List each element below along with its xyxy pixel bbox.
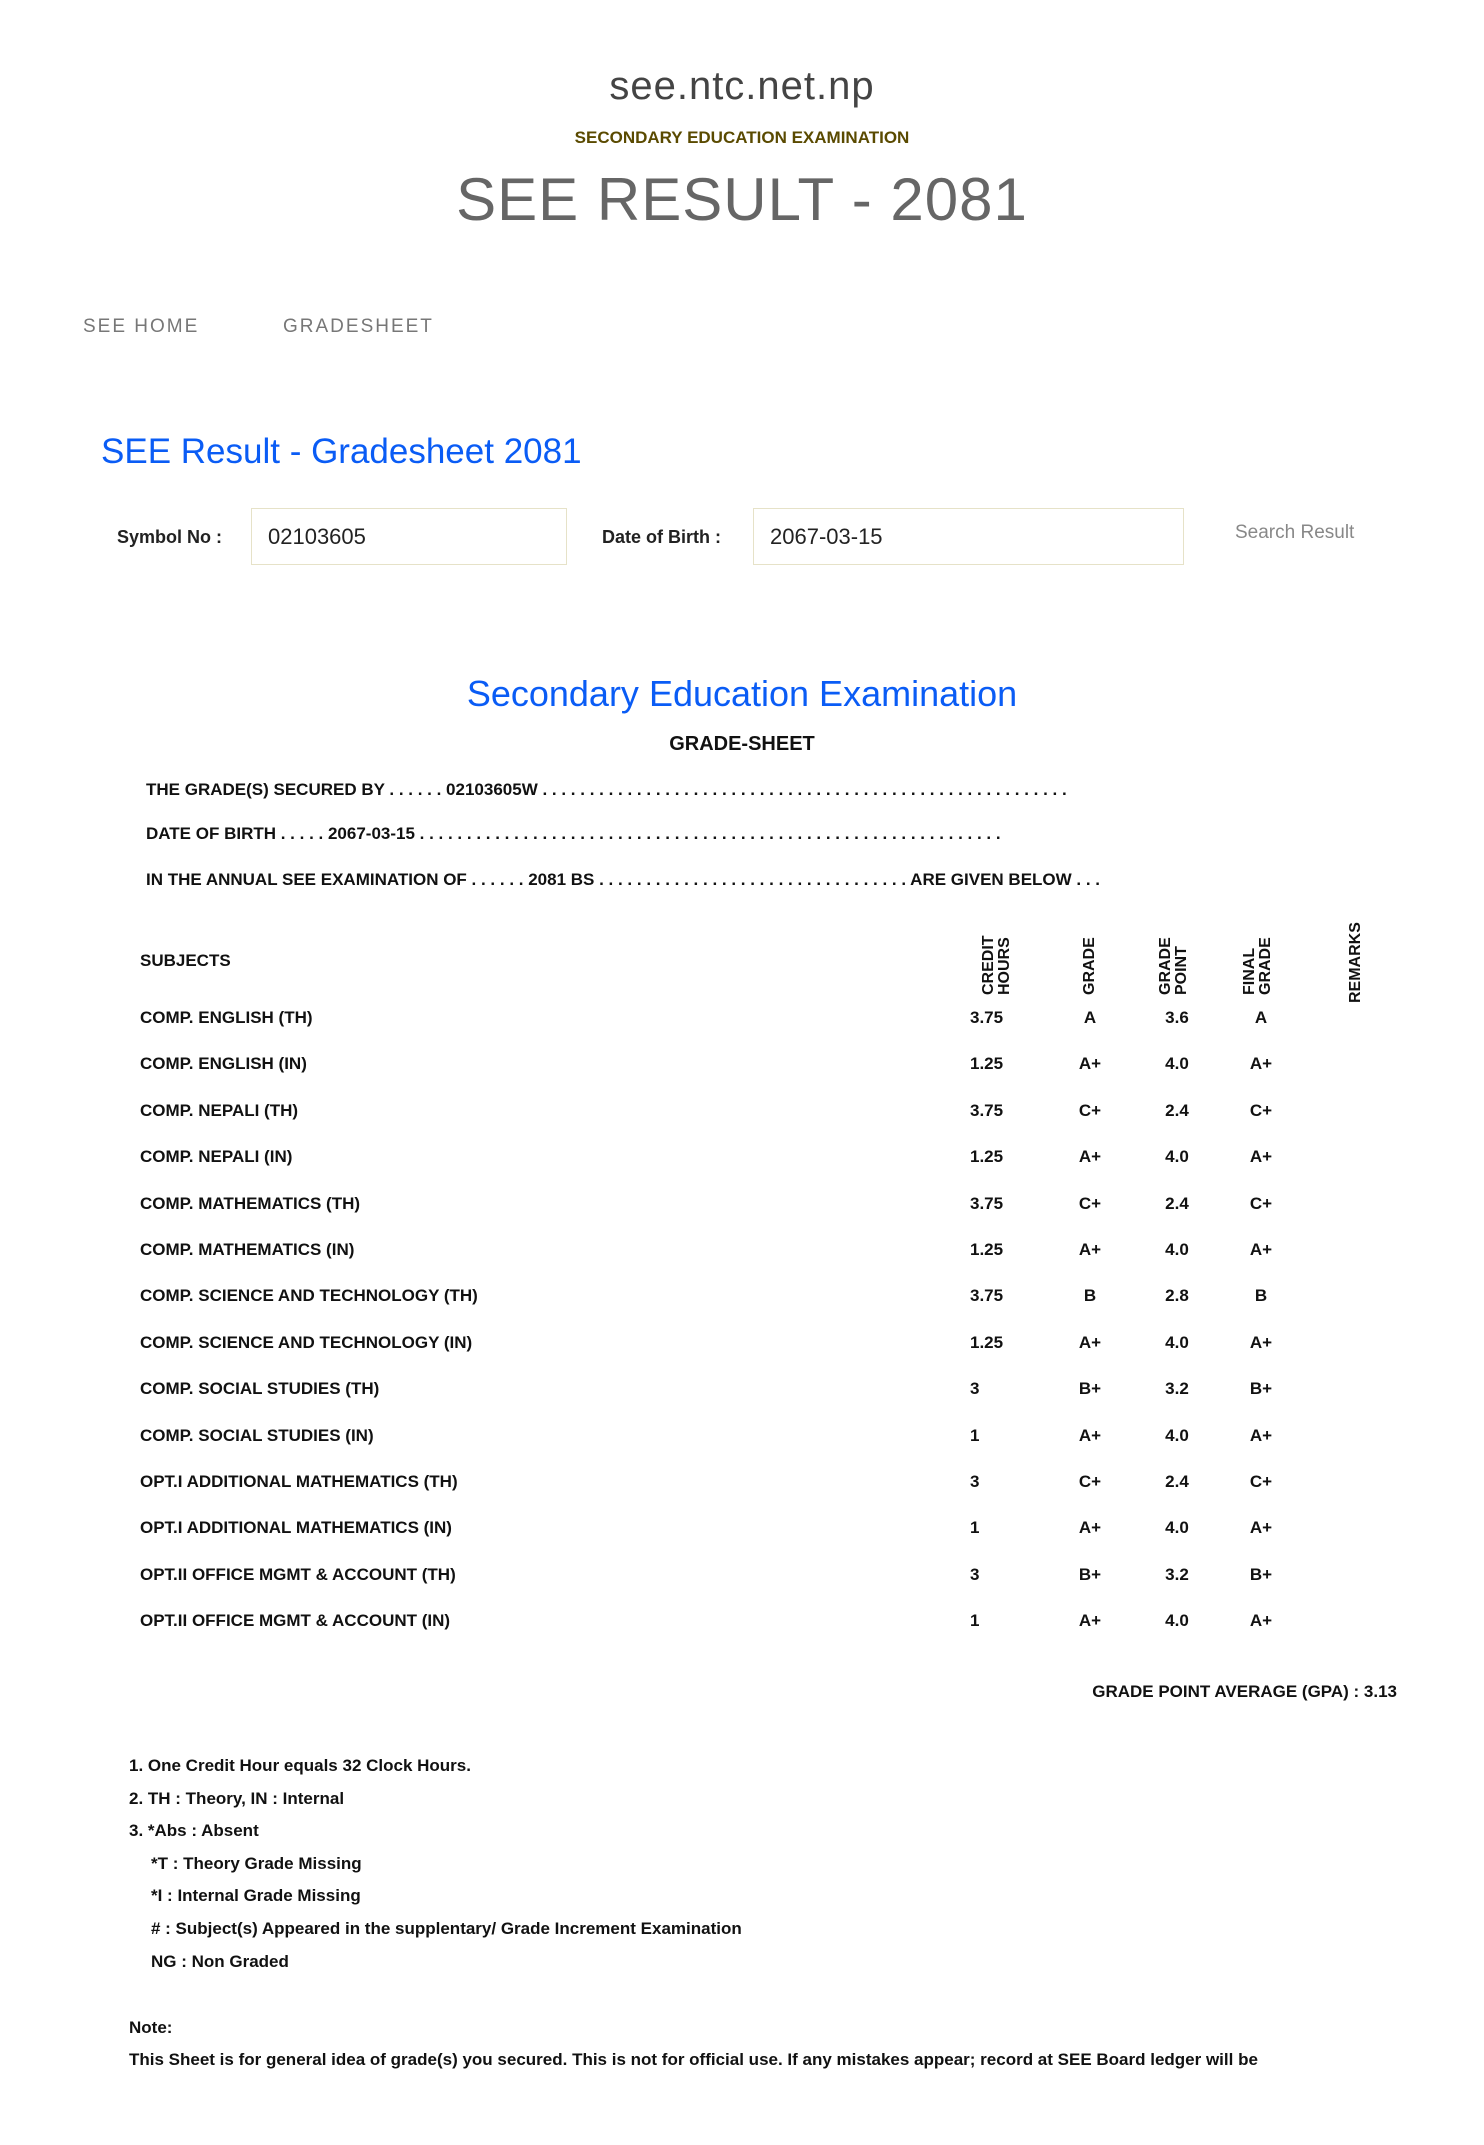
secured-by-line: THE GRADE(S) SECURED BY . . . . . . 02103605W . . . . . . . . . . . . . . . . . . . . . . . . . . . . . . . . . . . . . . . . . . . . . . . . . . . . . . . . [146, 780, 1067, 799]
credit-hours-cell: 1.25 [970, 1147, 1004, 1167]
grade-cell: A+ [1078, 1518, 1102, 1538]
final-grade-cell: B [1254, 1286, 1268, 1306]
subject-cell: COMP. SOCIAL STUDIES (TH) [140, 1379, 380, 1399]
symbol-label: Symbol No : [117, 527, 223, 547]
credit-hours-cell: 3 [970, 1472, 980, 1491]
grade-cell: B+ [1078, 1379, 1102, 1399]
credit-hours-cell: 3.75 [970, 1286, 1004, 1306]
grade-point-cell: 3.6 [1165, 1008, 1189, 1027]
note-item: *T : Theory Grade Missing [151, 1853, 362, 1873]
grade-cell: C+ [1078, 1472, 1102, 1491]
grade-cell: A+ [1078, 1054, 1102, 1074]
subject-cell: COMP. NEPALI (IN) [140, 1147, 293, 1167]
symbol-input[interactable]: 02103605 [251, 508, 567, 565]
final-grade-cell: A+ [1249, 1240, 1273, 1259]
credit-hours-cell: 3.75 [970, 1008, 1004, 1027]
note-item: NG : Non Graded [151, 1951, 289, 1971]
grade-cell: C+ [1078, 1193, 1102, 1213]
subject-cell: COMP. SCIENCE AND TECHNOLOGY (IN) [140, 1332, 473, 1352]
note-text: This Sheet is for general idea of grade(s) you secured. This is not for official use. If any mistakes appear; record at SEE Board ledger will be [129, 2050, 1258, 2069]
final-grade-cell: B+ [1249, 1564, 1273, 1584]
grade-cell: B [1083, 1286, 1097, 1306]
subject-cell: OPT.I ADDITIONAL MATHEMATICS (TH) [140, 1472, 458, 1491]
subject-cell: COMP. SCIENCE AND TECHNOLOGY (TH) [140, 1286, 478, 1306]
final-grade-cell: A [1254, 1008, 1268, 1027]
search-result-button[interactable]: Search Result [1235, 522, 1355, 543]
final-grade-cell: A+ [1249, 1518, 1273, 1538]
grade-point-cell: 4.0 [1165, 1611, 1189, 1631]
grade-point-cell: 4.0 [1165, 1425, 1189, 1445]
note-item: 1. One Credit Hour equals 32 Clock Hours. [129, 1756, 471, 1775]
credit-hours-cell: 1 [970, 1518, 980, 1538]
grade-cell: A+ [1078, 1332, 1102, 1352]
final-grade-cell: C+ [1249, 1472, 1273, 1491]
note-item: 3. *Abs : Absent [129, 1821, 259, 1841]
grade-point-cell: 4.0 [1165, 1332, 1189, 1352]
credit-hours-cell: 3.75 [970, 1100, 1004, 1120]
nav-see-home[interactable]: SEE HOME [83, 316, 200, 337]
final-grade-cell: A+ [1249, 1054, 1273, 1074]
note-label: Note: [129, 2018, 173, 2037]
grade-point-cell: 4.0 [1165, 1240, 1189, 1259]
credit-hours-cell: 1 [970, 1611, 980, 1631]
subject-cell: COMP. MATHEMATICS (IN) [140, 1240, 355, 1259]
final-grade-cell: A+ [1249, 1425, 1273, 1445]
final-grade-cell: C+ [1249, 1100, 1273, 1120]
final-grade-cell: A+ [1249, 1332, 1273, 1352]
subject-cell: COMP. ENGLISH (TH) [140, 1008, 313, 1027]
col-credit-hours: CREDIT HOURS [980, 935, 1013, 995]
subject-cell: COMP. ENGLISH (IN) [140, 1054, 307, 1074]
subject-cell: OPT.II OFFICE MGMT & ACCOUNT (TH) [140, 1564, 456, 1584]
subject-cell: OPT.II OFFICE MGMT & ACCOUNT (IN) [140, 1611, 451, 1631]
grade-point-cell: 3.2 [1165, 1564, 1189, 1584]
final-grade-cell: A+ [1249, 1147, 1273, 1167]
col-subjects: SUBJECTS [140, 951, 231, 970]
final-grade-cell: C+ [1249, 1193, 1273, 1213]
credit-hours-cell: 3 [970, 1564, 980, 1584]
credit-hours-cell: 1.25 [970, 1332, 1004, 1352]
subject-cell: COMP. NEPALI (TH) [140, 1100, 299, 1120]
grade-cell: A+ [1078, 1240, 1102, 1259]
site-subtitle: SECONDARY EDUCATION EXAMINATION [574, 128, 910, 147]
credit-hours-cell: 1.25 [970, 1054, 1004, 1074]
grade-cell: A+ [1078, 1611, 1102, 1631]
grade-point-cell: 3.2 [1165, 1379, 1189, 1399]
credit-hours-cell: 1 [970, 1425, 980, 1445]
col-grade-point: GRADE POINT [1157, 937, 1190, 995]
dob-label: Date of Birth : [602, 527, 721, 547]
gradesheet-title: Secondary Education Examination [466, 673, 1018, 714]
note-item: # : Subject(s) Appeared in the supplentary/ Grade Increment Examination [151, 1919, 742, 1938]
dob-input[interactable]: 2067-03-15 [753, 508, 1184, 565]
site-name: see.ntc.net.np [609, 64, 875, 108]
col-final-grade: FINAL GRADE [1241, 937, 1274, 995]
grade-cell: A+ [1078, 1147, 1102, 1167]
grade-point-cell: 2.4 [1165, 1100, 1189, 1120]
nav-gradesheet[interactable]: GRADESHEET [283, 316, 434, 337]
grade-cell: A+ [1078, 1425, 1102, 1445]
subject-cell: OPT.I ADDITIONAL MATHEMATICS (IN) [140, 1518, 452, 1538]
credit-hours-cell: 3.75 [970, 1193, 1004, 1213]
final-grade-cell: B+ [1249, 1379, 1273, 1399]
grade-point-cell: 2.8 [1165, 1286, 1189, 1306]
note-item: 2. TH : Theory, IN : Internal [129, 1788, 345, 1808]
grade-point-cell: 2.4 [1165, 1472, 1189, 1491]
credit-hours-cell: 3 [970, 1379, 980, 1399]
gradesheet-subtitle: GRADE-SHEET [669, 733, 815, 755]
grade-cell: C+ [1078, 1100, 1102, 1120]
grade-point-cell: 2.4 [1165, 1193, 1189, 1213]
final-grade-cell: A+ [1249, 1611, 1273, 1631]
note-item: *I : Internal Grade Missing [151, 1886, 361, 1906]
credit-hours-cell: 1.25 [970, 1240, 1004, 1259]
exam-line: IN THE ANNUAL SEE EXAMINATION OF . . . . . . 2081 BS . . . . . . . . . . . . . . . . . . . . . . . . . . . . . . . . . ARE GIVEN BELOW . . . [146, 870, 1101, 889]
site-title: SEE RESULT - 2081 [456, 166, 1028, 233]
grade-point-cell: 4.0 [1165, 1518, 1189, 1538]
grade-point-cell: 4.0 [1165, 1054, 1189, 1074]
grade-point-cell: 4.0 [1165, 1147, 1189, 1167]
grade-cell: A [1083, 1008, 1097, 1027]
col-grade: GRADE [1081, 937, 1098, 995]
col-remarks: REMARKS [1347, 922, 1364, 1003]
subject-cell: COMP. SOCIAL STUDIES (IN) [140, 1425, 374, 1445]
page-title: SEE Result - Gradesheet 2081 [101, 432, 582, 471]
gpa: GRADE POINT AVERAGE (GPA) : 3.13 [1092, 1682, 1397, 1701]
grade-cell: B+ [1078, 1564, 1102, 1584]
dob-line: DATE OF BIRTH . . . . . 2067-03-15 . . . . . . . . . . . . . . . . . . . . . . . . . . . . . . . . . . . . . . . . . . . . . . . . . . . . . . . . . . . . . . [146, 824, 1001, 843]
subject-cell: COMP. MATHEMATICS (TH) [140, 1193, 361, 1213]
